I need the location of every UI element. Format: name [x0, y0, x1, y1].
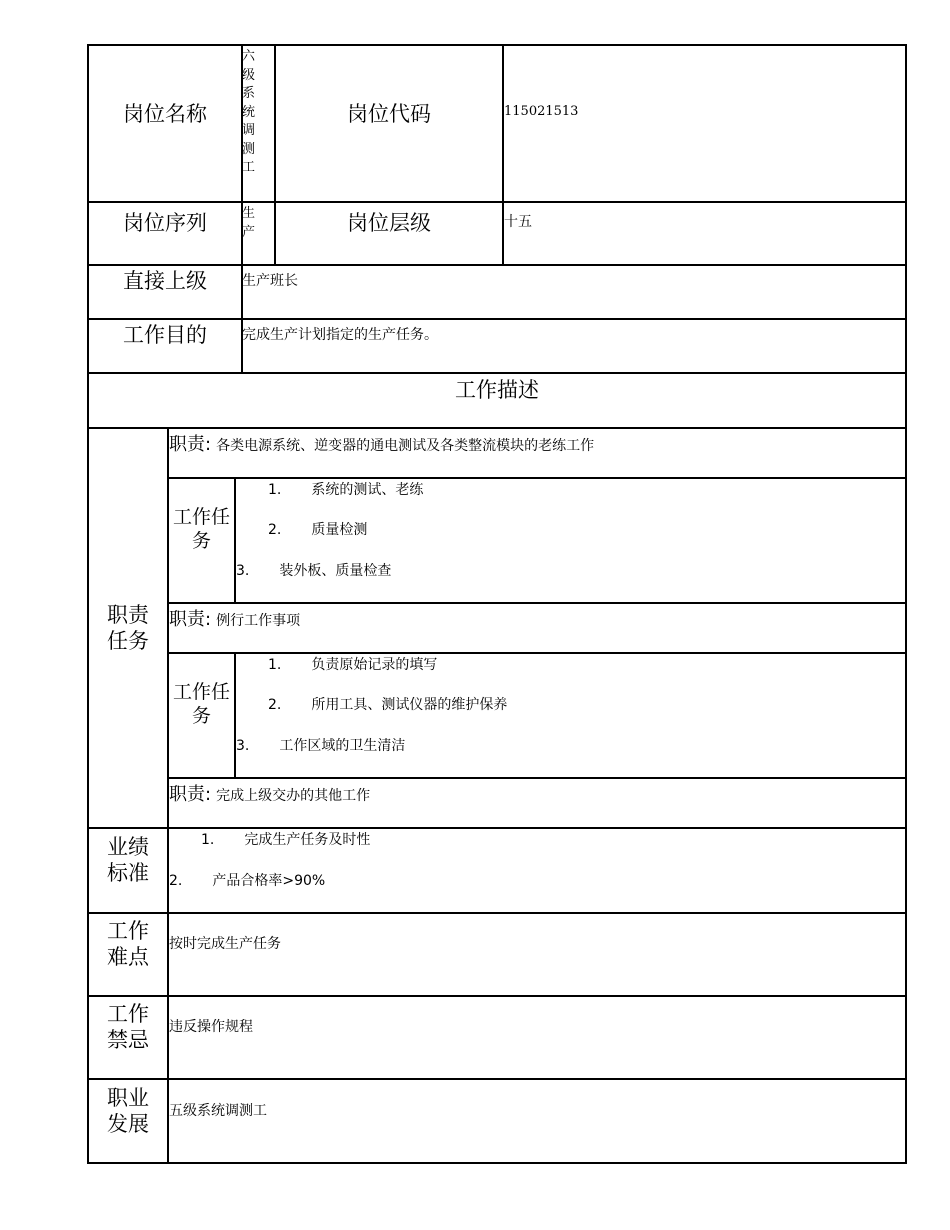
- career-value: 五级系统调测工: [169, 1103, 267, 1119]
- post-code-label: 岗位代码: [347, 102, 431, 126]
- duty-prefix: 职责:: [169, 434, 212, 455]
- duty-row: [169, 782, 899, 808]
- career-label: 职业发展: [107, 1086, 149, 1136]
- purpose-value: 完成生产计划指定的生产任务。: [242, 327, 438, 343]
- duty-text: 例行工作事项: [216, 613, 301, 629]
- post-name-label: 岗位名称: [123, 102, 207, 126]
- task-item: 2. 质量检测: [268, 522, 368, 538]
- duty-text: 各类电源系统、逆变器的通电测试及各类整流模块的老练工作: [216, 438, 595, 454]
- taboo-label: 工作禁忌: [107, 1002, 149, 1052]
- task-label: 工作任务: [172, 506, 230, 552]
- task-item: 1. 负责原始记录的填写: [268, 657, 438, 673]
- purpose-label: 工作目的: [123, 323, 207, 347]
- duty-text: 完成上级交办的其他工作: [216, 788, 371, 804]
- post-level-value: 十五: [504, 214, 532, 230]
- difficulty-value: 按时完成生产任务: [169, 936, 281, 952]
- difficulty-label: 工作难点: [107, 919, 149, 969]
- taboo-value: 违反操作规程: [169, 1019, 253, 1035]
- duties-section-label: 职责任务: [107, 603, 149, 653]
- task-item: 1. 系统的测试、老练: [268, 482, 424, 498]
- task-item: 3. 装外板、质量检查: [236, 563, 392, 579]
- duty-row: [169, 432, 899, 458]
- performance-item: 1. 完成生产任务及时性: [201, 832, 371, 848]
- task-label: 工作任务: [172, 681, 230, 727]
- post-series-label: 岗位序列: [123, 211, 207, 235]
- supervisor-label: 直接上级: [123, 269, 207, 293]
- post-code-value: 115021513: [504, 104, 579, 119]
- performance-label: 业绩标准: [107, 835, 149, 885]
- performance-item: 2. 产品合格率>90%: [169, 873, 326, 889]
- description-title: 工作描述: [455, 378, 539, 402]
- duty-prefix: 职责:: [169, 609, 212, 630]
- task-item: 2. 所用工具、测试仪器的维护保养: [268, 697, 508, 713]
- post-name-value: 六级系统调测工: [242, 49, 256, 175]
- task-item: 3. 工作区域的卫生清洁: [236, 738, 406, 754]
- post-series-value: 生产: [242, 206, 256, 240]
- duty-row: [169, 607, 899, 633]
- supervisor-value: 生产班长: [242, 273, 298, 289]
- post-level-label: 岗位层级: [347, 211, 431, 235]
- duty-prefix: 职责:: [169, 784, 212, 805]
